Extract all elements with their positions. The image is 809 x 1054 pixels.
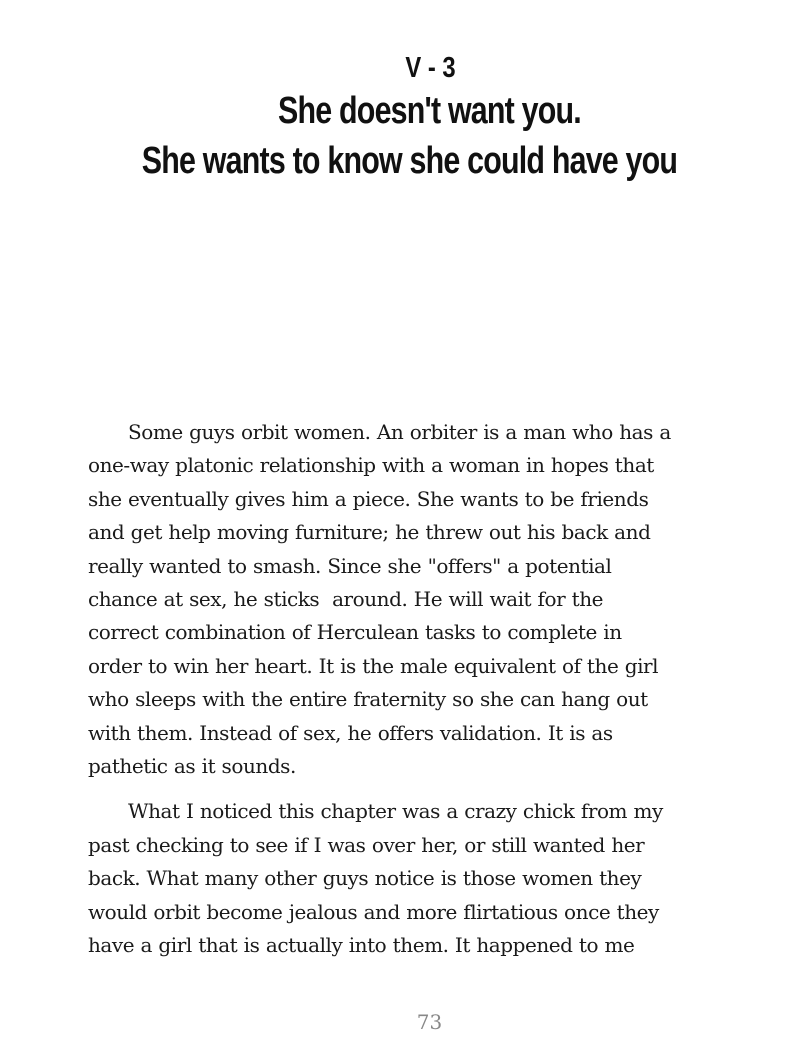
text-line: order to win her heart. It is the male equivalent of the girl	[88, 653, 659, 678]
text-line: correct combination of Herculean tasks to complete in	[88, 620, 622, 645]
paragraph-1	[88, 416, 748, 783]
text-line: have a girl that is actually into them. It happened to me	[88, 933, 635, 958]
text-line: chance at sex, he sticks around. He will wait for the	[88, 587, 604, 612]
paragraph-2	[88, 795, 748, 962]
text-line: Some guys orbit women. An orbiter is a man who has a	[128, 420, 671, 444]
text-line: and get help moving furniture; he threw out his back and	[88, 520, 651, 545]
text-line: who sleeps with the entire fraternity so she can hang out	[88, 687, 648, 712]
chapter-number: V - 3	[405, 52, 456, 84]
text-line: What I noticed this chapter was a crazy chick from my	[128, 799, 663, 824]
chapter-title-line-1: She doesn't want you.	[278, 90, 581, 132]
text-line: with them. Instead of sex, he offers validation. It is as	[88, 720, 613, 745]
text-line: past checking to see if I was over her, or still wanted her	[88, 832, 645, 857]
text-line: she eventually gives him a piece. She wants to be friends	[88, 486, 649, 511]
chapter-header	[0, 50, 809, 186]
text-line: would orbit become jealous and more flirtatious once they	[88, 899, 659, 924]
page-number: 73	[416, 1010, 443, 1034]
text-line: really wanted to smash. Since she "offers" a potential	[88, 553, 612, 578]
body-text	[88, 416, 748, 975]
text-line: pathetic as it sounds.	[88, 754, 296, 779]
text-line: back. What many other guys notice is those women they	[88, 866, 642, 891]
text-line: one-way platonic relationship with a woman in hopes that	[88, 453, 654, 478]
chapter-title-line-2: She wants to know she could have you	[141, 140, 678, 182]
